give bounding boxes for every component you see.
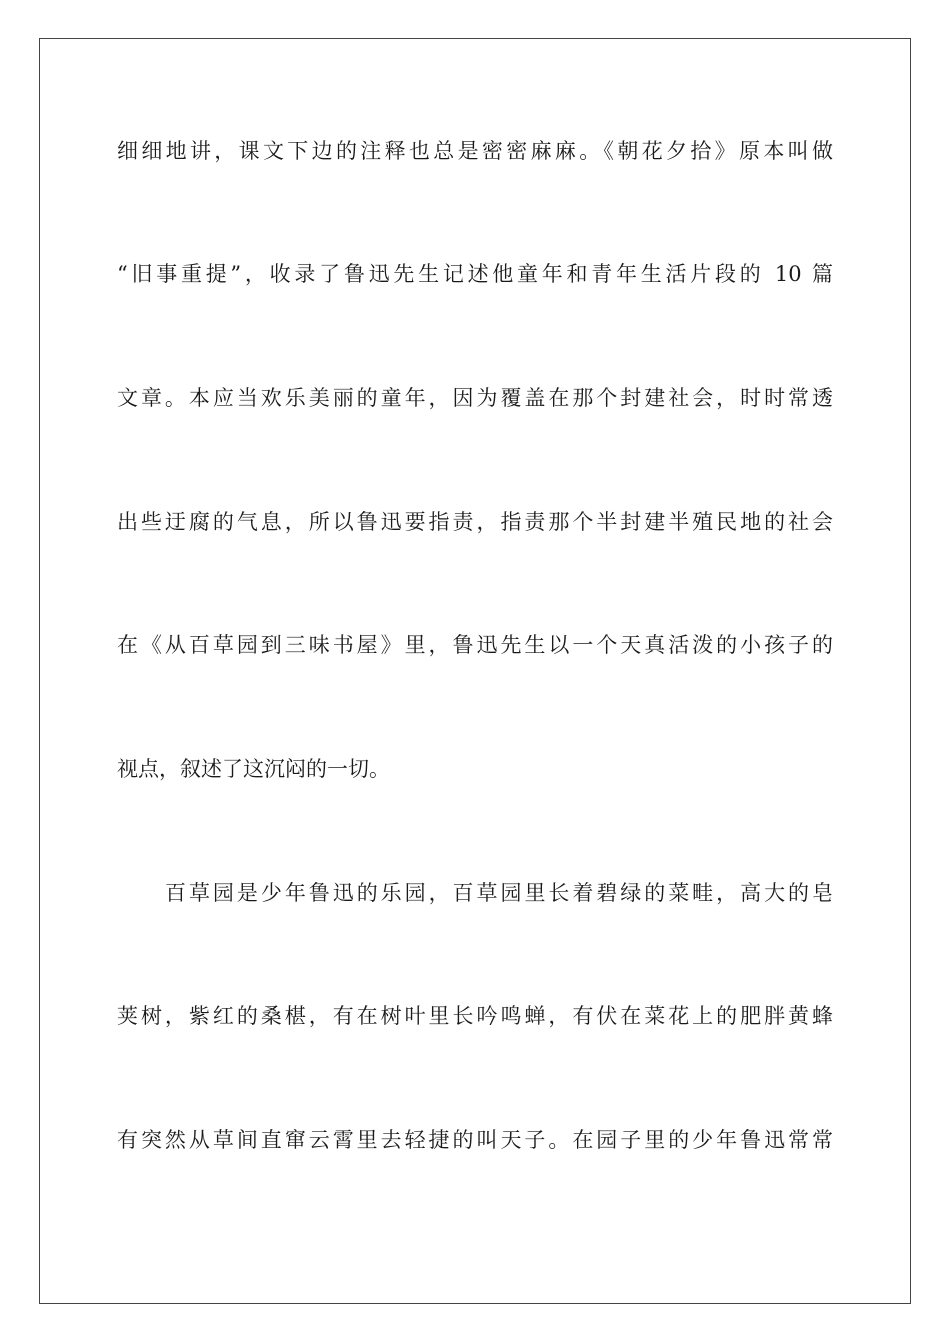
text-line-3: 文章。本应当欢乐美丽的童年，因为覆盖在那个封建社会，时时常透 (117, 386, 833, 410)
page-border (39, 38, 911, 1304)
text-line-2: “旧事重提”，收录了鲁迅先生记述他童年和青年生活片段的 10 篇 (117, 262, 833, 286)
text-line-6: 视点，叙述了这沉闷的一切。 (117, 757, 390, 781)
text-line-9: 有突然从草间直窜云霄里去轻捷的叫天子。在园子里的少年鲁迅常常 (117, 1128, 833, 1152)
text-line-1: 细细地讲，课文下边的注释也总是密密麻麻。《朝花夕拾》原本叫做 (117, 139, 833, 163)
text-line-4: 出些迂腐的气息，所以鲁迅要指责，指责那个半封建半殖民地的社会 (117, 510, 833, 534)
text-line-8: 荚树，紫红的桑椹，有在树叶里长吟鸣蝉，有伏在菜花上的肥胖黄蜂 (117, 1004, 833, 1028)
text-line-7: 百草园是少年鲁迅的乐园，百草园里长着碧绿的菜畦，高大的皂 (165, 881, 833, 905)
text-line-5: 在《从百草园到三味书屋》里，鲁迅先生以一个天真活泼的小孩子的 (117, 633, 833, 657)
